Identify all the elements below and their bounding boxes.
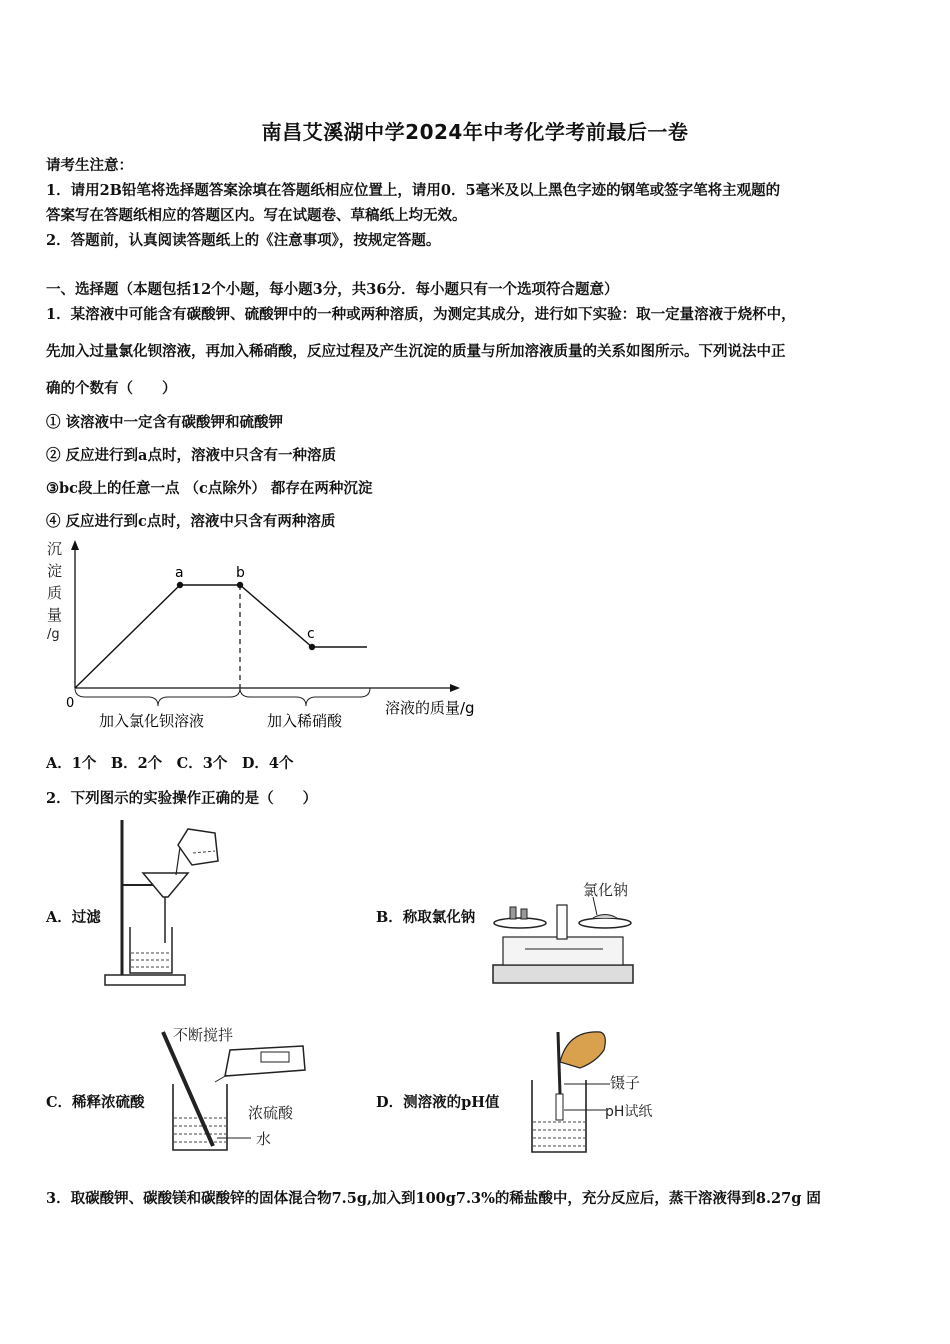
dilution-illustration — [155, 1020, 320, 1160]
sodium-chloride-label: 氯化钠 — [583, 881, 629, 899]
right-pan — [579, 918, 631, 928]
left-pan — [494, 918, 546, 928]
ph-paper — [556, 1094, 563, 1120]
q1-stem-line-2: 先加入过量氯化钡溶液，再加入稀硝酸，反应过程及产生沉淀的质量与所加溶液质量的关系如图所示。下列说法中正 — [46, 343, 786, 360]
stage-1-brace — [75, 688, 240, 706]
water-label: 水 — [256, 1130, 272, 1148]
q2-option-d-label: D．测溶液的pH值 — [376, 1094, 500, 1111]
y-label-char-1: 沉 — [47, 540, 63, 558]
q1-statement-2: ② 反应进行到a点时，溶液中只含有一种溶质 — [46, 447, 336, 464]
q1-precipitate-graph — [40, 536, 500, 736]
balance-illustration — [485, 875, 645, 990]
graph-y-label — [47, 540, 62, 642]
glass-rod — [163, 1032, 213, 1146]
q1-statement-1: ① 该溶液中一定含有碳酸钾和硫酸钾 — [46, 414, 284, 431]
y-label-char-4: 量 — [47, 606, 63, 624]
pouring-beaker — [178, 829, 218, 865]
q2-stem: 2．下列图示的实验操作正确的是（ ） — [46, 790, 318, 807]
notice-line-1: 1．请用2B铅笔将选择题答案涂填在答题纸相应位置上，请用0．5毫米及以上黑色字迹的钢笔或签字笔将主观题的 — [46, 182, 781, 199]
section-heading: 一、选择题（本题包括12个小题，每小题3分，共36分．每小题只有一个选项符合题意） — [46, 281, 619, 298]
page-title: 南昌艾溪湖中学2024年中考化学考前最后一卷 — [261, 120, 689, 144]
notice-heading: 请考生注意： — [46, 157, 133, 174]
acid-container-label — [261, 1052, 289, 1062]
point-c — [309, 644, 315, 650]
q1-stem-line-1: 1．某溶液中可能含有碳酸钾、硫酸钾中的一种或两种溶质，为测定其成分，进行如下实验：取一定量溶液于烧杯中， — [46, 306, 796, 323]
point-b — [237, 582, 243, 588]
balance-body — [503, 937, 623, 965]
y-label-unit: /g — [47, 627, 60, 642]
point-a — [177, 582, 183, 588]
ph-paper-label: pH试纸 — [605, 1104, 653, 1120]
notice-line-1-cont: 答案写在答题纸相应的答题区内。写在试题卷、草稿纸上均无效。 — [46, 207, 467, 224]
tweezers-label: 镊子 — [610, 1074, 641, 1092]
q1-statement-4: ④ 反应进行到c点时，溶液中只含有两种溶质 — [46, 513, 336, 530]
point-b-label: b — [236, 565, 245, 581]
q2-option-c-label: C．稀释浓硫酸 — [46, 1094, 145, 1111]
y-label-char-2: 淀 — [47, 562, 63, 580]
tweezers — [558, 1032, 560, 1094]
liquid-stream — [176, 847, 180, 875]
hand — [560, 1032, 605, 1068]
filtration-illustration — [100, 815, 230, 990]
ph-test-illustration — [520, 1022, 670, 1162]
point-a-label: a — [175, 565, 184, 581]
stage-2-label: 加入稀硝酸 — [267, 712, 343, 730]
q1-statement-3: ③bc段上的任意一点 （c点除外） 都存在两种沉淀 — [46, 480, 373, 497]
q1-stem-line-3: 确的个数有（ ） — [46, 380, 177, 397]
x-axis-label: 溶液的质量/g — [385, 699, 475, 717]
stage-1-label: 加入氯化钡溶液 — [99, 712, 205, 730]
x-axis-arrow — [450, 684, 460, 692]
weight-1 — [510, 907, 516, 919]
q3-stem-line-1: 3．取碳酸钾、碳酸镁和碳酸锌的固体混合物7.5g,加入到100g7.3%的稀盐酸中，充分反应后，蒸干溶液得到8.27g 固 — [46, 1190, 821, 1207]
q1-options: A．1个 B．2个 C．3个 D．4个 — [46, 755, 294, 772]
y-axis-arrow — [71, 540, 79, 550]
notice-line-2: 2．答题前，认真阅读答题纸上的《注意事项》，按规定答题。 — [46, 232, 441, 249]
balance-base — [493, 965, 633, 983]
acid-label: 浓硫酸 — [248, 1104, 294, 1122]
q2-option-b-label: B．称取氯化钠 — [376, 909, 476, 926]
balance-pointer — [557, 905, 567, 939]
y-label-char-3: 质 — [47, 584, 63, 602]
point-c-label: c — [307, 626, 315, 642]
stage-2-brace — [240, 688, 370, 706]
weight-2 — [521, 909, 527, 919]
q2-option-a-label: A．过滤 — [46, 909, 101, 926]
stand-base — [105, 975, 185, 985]
precipitate-curve — [75, 585, 367, 688]
origin-label: 0 — [66, 696, 75, 711]
stir-label: 不断搅拌 — [173, 1026, 234, 1044]
